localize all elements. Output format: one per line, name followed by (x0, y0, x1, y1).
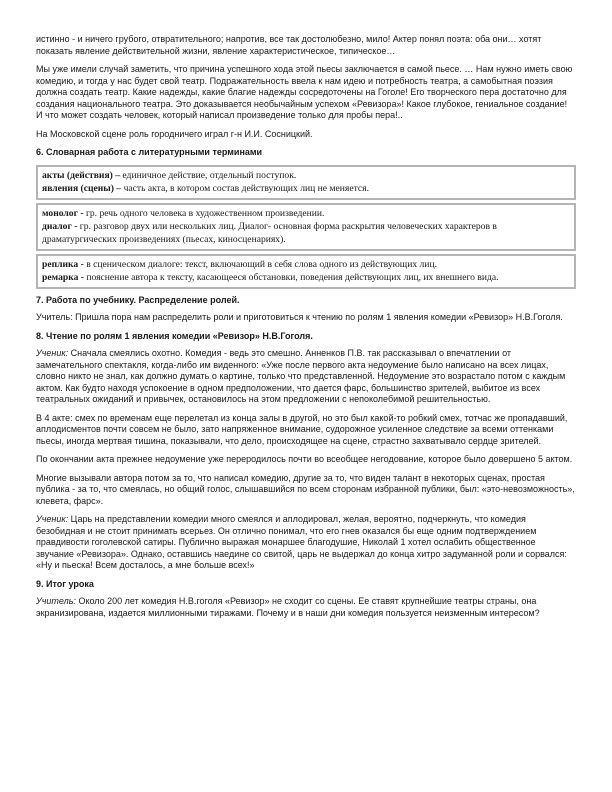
paragraph-critic-quote: Мы уже имели случай заметить, что причина успешного хода этой пьесы заключается в самой пьесе. … Нам нужно иметь свою комедию, и тогда у нас будет свой театр. Подражательность ввела к нам идею и потребность театра, а самобытная поэзия должна создать театр. Какие надежды, какие благие надежды сосредоточены на Гоголе! Его творческого пера достаточно для создания национального театра. Это доказывается необычайным успехом «Ревизора»! Какое глубокое, гениальное создание! И что может создать человек, который написал произведение только для пробы пера!.. (36, 64, 573, 120)
section-8-paragraph-1 (36, 348, 576, 406)
term-definition: гр. речь одного человека в художественном произведении. (83, 207, 325, 219)
section-7-heading: 7. Работа по учебнику. Распределение ролей. (36, 294, 240, 305)
terms-box-dialogue (36, 203, 576, 251)
paragraph-text: Около 200 лет комедия Н.В.гоголя «Ревизор» не сходит со сцены. Ее ставят крупнейшие театры страны, она экранизирована, издается миллионными тиражами. Почему и в наши дни комедия пользуется неизменным интересом? (36, 596, 540, 618)
term-name: реплика - (42, 258, 84, 270)
section-9-text (36, 596, 576, 619)
speaker-label: Ученик: (36, 348, 69, 358)
term-definition: часть акта, в котором состав действующих лиц не меняется. (121, 182, 369, 194)
term-name: акты (действия) – (42, 169, 121, 181)
term-entry (42, 169, 570, 182)
term-entry (42, 182, 570, 195)
paragraph-text: Царь на представлении комедии много смеялся и аплодировал, желая, вероятно, подчеркнуть, что комедия безобидная и не стоит принимать всерьез. Он отлично понимал, что его гнев оказался бы еще одним подтверждением правдивости гоголевской сатиры. Публично выражая монаршее благодушие, Николай 1 хотел ослабить общественное звучание «Ревизора». Однако, оставшись наедине со свитой, царь не выдержал до конца хитро задуманной роли и сорвался: «Ну и пьеска! Всем досталось, а мне больше всех!» (36, 514, 567, 570)
section-8-paragraph-4: Многие вызывали автора потом за то, что написал комедию, другие за то, что виден талант в некоторых сценах, простая публика - за то, что смеялась, но общий голос, слышавшийся по всем сторонам избранной публики, был: «это-невозможность», клевета, фарс». (36, 472, 575, 506)
term-definition: пояснение автора к тексту, касающееся обстановки, поведения действующих лиц, их внешнего вида. (83, 271, 499, 283)
speaker-label: Ученик: (36, 514, 69, 524)
section-6-heading: 6. Словарная работа с литературными терминами (36, 147, 263, 157)
term-name: ремарка - (42, 271, 84, 283)
term-entry (42, 220, 570, 246)
term-name: диалог - (42, 220, 78, 232)
term-definition: единичное действие, отдельный поступок. (120, 169, 297, 181)
term-name: явления (сцены) – (42, 182, 122, 194)
document-page (36, 34, 576, 626)
terms-box-acts (36, 165, 576, 200)
section-8-paragraph-5 (36, 514, 576, 572)
term-entry (42, 207, 570, 220)
section-7-text: Учитель: Пришла пора нам распределить роли и приготовиться к чтению по ролям 1 явления комедии «Ревизор» Н.В.Гоголя. (36, 312, 563, 322)
section-8-paragraph-2: В 4 акте: смех по временам еще перелетал из конца залы в другой, но это был какой-то робкий смех, тотчас же пропадавший, аплодисментов почти совсем не было, зато напряженное внимание, судорожное усиленное следствие за всеми оттенками пьесы, иногда мертвая тишина, показывали, что дело, происходящее на сцене, страстно захватывало сердце зрителей. (36, 412, 568, 446)
terms-box-remarks (36, 254, 576, 289)
section-8-paragraph-3: По окончании акта прежнее недоумение уже переродилось почти во всеобщее негодование, которое было довершено 5 актом. (36, 454, 573, 464)
section-9-heading: 9. Итог урока (36, 578, 94, 589)
term-entry (42, 271, 570, 284)
paragraph-moscow-stage: На Московской сцене роль городничего играл г-н И.И. Сосницкий. (36, 128, 313, 139)
paragraph-belinsky-quote-end: истинно - и ничего грубого, отвратительного; напротив, все так достолюбезно, мило! Актер понял поэта: оба они… хотят показать явление действительной жизни, явление характеристическое, типическое… (36, 34, 542, 56)
term-definition: в сценическом диалоге: текст, включающий в себя слова одного из действующих лиц. (83, 258, 437, 270)
term-name: монолог - (42, 207, 84, 219)
paragraph-text: Сначала смеялись охотно. Комедия - ведь это смешно. Анненков П.В. так рассказывал о впечатлении от замечательного спектакля, когда-либо им виденного: «Уже после первого акта недоумение было написано на всех лицах, словно никто не знал, как должно думать о картине, только что представленной. Недоумение это возрастало потом с каждым актом. Как будто находя успокоение в одном предположении, что дается фарс, большинство зрителей, выбитое из всех театральных ожиданий и привычек, остановилось на этом предложении с непоколебимой решительностью. (36, 348, 566, 404)
term-definition: гр. разговор двух или нескольких лиц. Диалог- основная форма раскрытия человеческих характеров в драматургических произведениях (пьесах, киносценариях). (42, 220, 497, 245)
speaker-label: Учитель: (36, 596, 76, 606)
term-entry (42, 258, 570, 271)
section-8-heading: 8. Чтение по ролям 1 явления комедии «Ревизор» Н.В.Гоголя. (36, 330, 313, 341)
